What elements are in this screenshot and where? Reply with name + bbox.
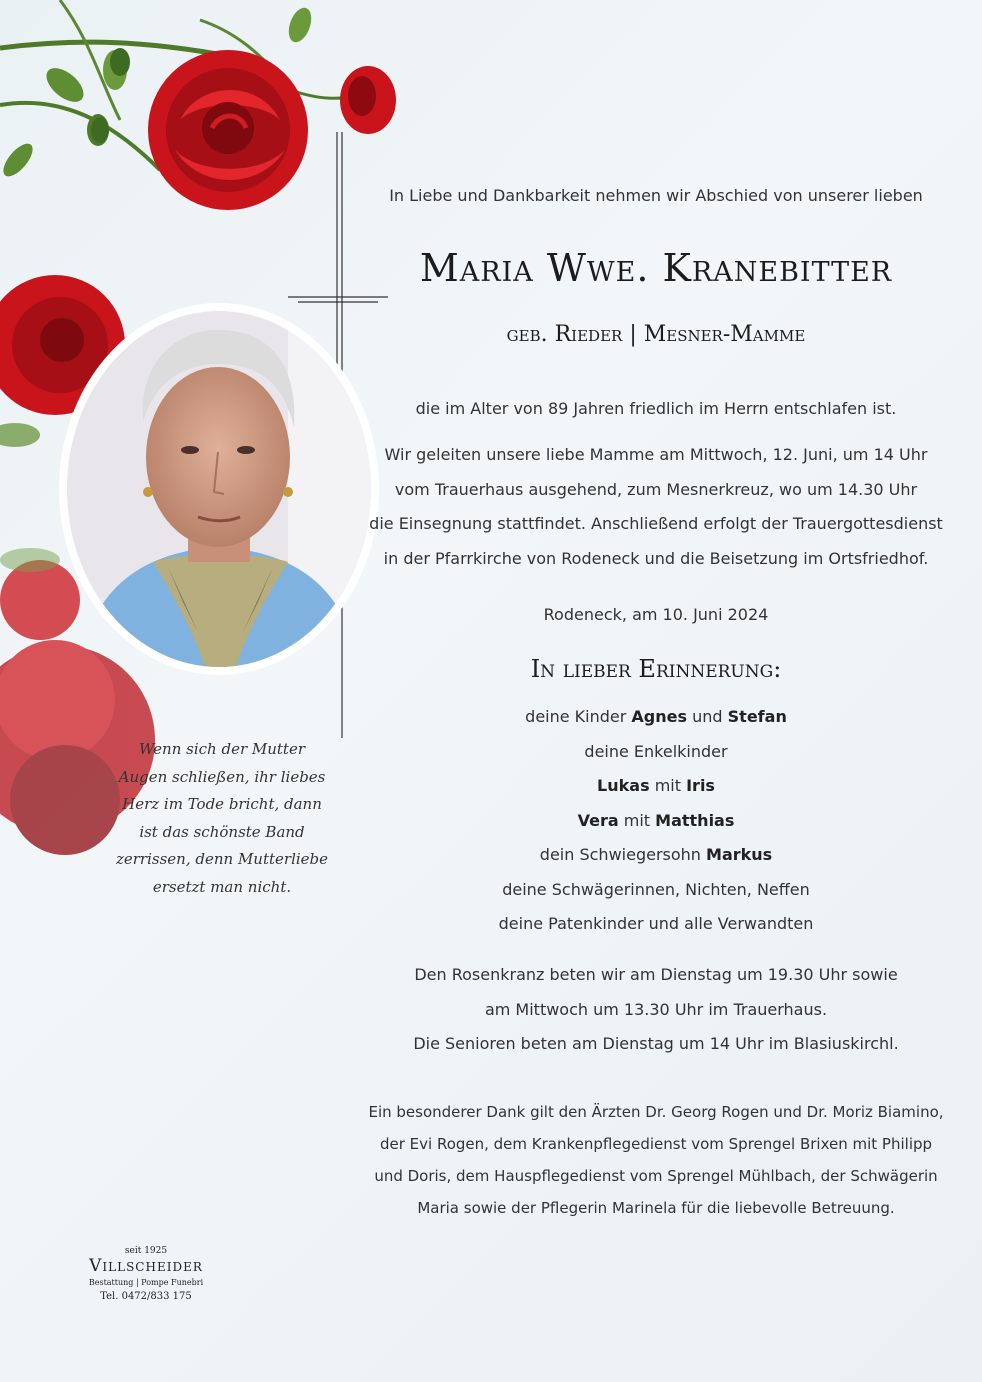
deceased-name: Maria Wwe. Kranebitter [419,246,893,290]
family-line: deine Patenkinder und alle Verwandten [498,914,814,933]
place-date: Rodeneck, am 10. Juni 2024 [543,605,769,624]
family-member: Stefan [727,707,787,726]
family-member: Iris [686,776,715,795]
thanks-line: Ein besonderer Dank gilt den Ärzten Dr. Georg Rogen und Dr. Moriz Biamino, [368,1103,944,1121]
logo-subtitle: Bestattung | Pompe Funebri [88,1278,204,1287]
family-line [350,700,962,735]
memorial-quote [110,736,334,901]
family-member: Matthias [655,810,735,830]
quote-line: ist das schönste Band [139,822,305,841]
quote-line: Augen schließen, ihr liebes [118,767,326,786]
family-text: mit [654,776,681,795]
logo-name: Villscheider [89,1256,203,1276]
family-line [350,838,962,873]
logo-since: seit 1925 [124,1246,168,1256]
portrait-photo [58,302,380,676]
deceased-subtitle: geb. Rieder | Mesner-Mamme [506,322,806,347]
funeral-line: Wir geleiten unsere liebe Mamme am Mittwoch, 12. Juni, um 14 Uhr [384,445,928,464]
funeral-line: die Einsegnung stattfindet. Anschließend erfolgt der Trauergottesdienst [369,514,943,533]
funeral-line: vom Trauerhaus ausgehend, zum Mesnerkreuz, wo um 14.30 Uhr [394,479,918,499]
quote-line: Herz im Tode bricht, dann [122,795,322,813]
family-text: dein Schwiegersohn [539,845,701,864]
rosary-line: Die Senioren beten am Dienstag um 14 Uhr im Blasiuskirchl. [413,1034,899,1053]
family-member: Lukas [597,776,650,795]
family-list [350,700,962,942]
family-text: deine Kinder [525,707,627,726]
family-text: mit [623,810,651,830]
funeral-details [350,438,962,576]
family-member: Agnes [631,707,688,726]
thanks-text [350,1096,962,1224]
family-member: Vera [577,810,619,830]
funeral-line: in der Pfarrkirche von Rodeneck und die Beisetzung im Ortsfriedhof. [383,548,929,568]
family-line [350,804,962,839]
intro-text: In Liebe und Dankbarkeit nehmen wir Abschied von unserer lieben [389,186,923,205]
quote-line: zerrissen, denn Mutterliebe [115,850,329,868]
family-member: Markus [706,845,773,864]
family-line: deine Enkelkinder [584,741,728,761]
quote-line: ersetzt man nicht. [152,877,292,896]
rosary-line: Den Rosenkranz beten wir am Dienstag um 19.30 Uhr sowie [414,965,898,984]
family-text: und [692,707,723,726]
thanks-line: und Doris, dem Hauspflegedienst vom Sprengel Mühlbach, der Schwägerin [374,1167,938,1185]
family-line [350,769,962,804]
family-line: deine Schwägerinnen, Nichten, Neffen [502,879,810,899]
funeral-home-logo [66,1246,226,1302]
thanks-line: Maria sowie der Pflegerin Marinela für die liebevolle Betreuung. [417,1199,895,1217]
age-line: die im Alter von 89 Jahren friedlich im Herrn entschlafen ist. [415,399,897,418]
memory-heading: In lieber Erinnerung: [530,655,782,683]
thanks-line: der Evi Rogen, dem Krankenpflegedienst vom Sprengel Brixen mit Philipp [379,1135,933,1153]
quote-line: Wenn sich der Mutter [138,740,306,758]
rosary-line: am Mittwoch um 13.30 Uhr im Trauerhaus. [484,999,828,1019]
rosary-details [350,958,962,1062]
logo-phone: Tel. 0472/833 175 [100,1291,192,1302]
